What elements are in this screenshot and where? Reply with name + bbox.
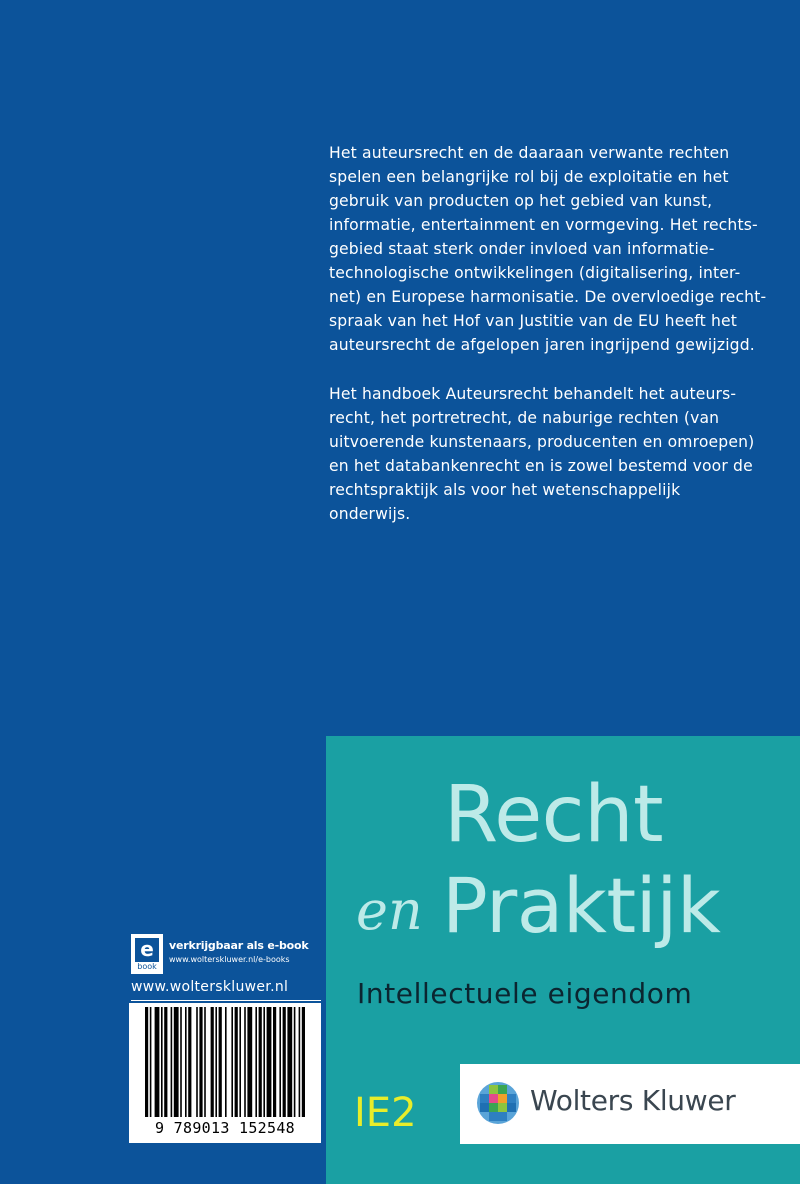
barcode-bar [185,1007,187,1117]
blurb-line: technologische ontwikkelingen (digitalisering, inter- [329,264,741,282]
blurb-line: spraak van het Hof van Justitie van de EU heeft het [329,312,737,330]
series-subject: Intellectuele eigendom [357,977,693,1010]
barcode-bar [150,1007,152,1117]
ebook-icon-sub: book [133,962,161,972]
isbn-barcode [129,1003,321,1143]
publisher-name: Wolters Kluwer [530,1084,736,1117]
barcode-bar [164,1007,167,1117]
blurb-line: gebied staat sterk onder invloed van informatie- [329,240,715,258]
barcode-bar [294,1007,296,1117]
blurb-line: informatie, entertainment en vormgeving. Het rechts- [329,216,758,234]
barcode-bar [244,1007,246,1117]
blurb-line: auteursrecht de afgelopen jaren ingrijpend gewijzigd. [329,336,755,354]
series-title-praktijk: Praktijk [442,861,721,950]
barcode-bar [279,1007,281,1117]
barcode-bar [255,1007,257,1117]
barcode-bar [174,1007,179,1117]
barcode-bar [155,1007,160,1117]
ebook-availability [131,934,331,974]
blurb-paragraph-1 [329,141,779,357]
isbn-number: 9 789013 152548 [155,1119,295,1137]
divider [131,1000,321,1001]
barcode-bar [231,1007,233,1117]
barcode-bar [145,1007,148,1117]
blurb-line: spelen een belangrijke rol bij de exploitatie en het [329,168,729,186]
barcode-bar [171,1007,173,1117]
ebook-icon-letter: e [135,938,159,970]
series-panel [326,736,800,1184]
publisher-website[interactable]: www.wolterskluwer.nl [131,979,289,995]
barcode-bar [259,1007,262,1117]
barcode-bar [302,1007,305,1117]
barcode-bar [283,1007,286,1117]
blurb-line: Het auteursrecht en de daaraan verwante rechten [329,144,730,162]
barcode-bar [180,1007,182,1117]
barcode-bar [239,1007,241,1117]
barcode-bar [287,1007,292,1117]
barcode-bar [273,1007,276,1117]
wolters-kluwer-logo-icon [476,1081,520,1125]
blurb-line: Het handboek Auteursrecht behandelt het auteurs- [329,385,737,403]
barcode-bar [215,1007,217,1117]
blurb-line: recht, het portretrecht, de naburige rechten (van [329,409,720,427]
series-title-en: en [356,879,423,942]
barcode-bar [161,1007,163,1117]
series-title-recht: Recht [444,770,664,860]
ebook-label: verkrijgbaar als e-book [169,939,309,952]
blurb-line: net) en Europese harmonisatie. De overvloedige recht- [329,288,767,306]
barcode-bar [196,1007,198,1117]
blurb-line: en het databankenrecht en is zowel bestemd voor de [329,457,753,475]
barcode-bar [188,1007,191,1117]
barcode-bar [267,1007,272,1117]
barcode-bar [247,1007,252,1117]
blurb-line: rechtspraktijk als voor het wetenschappelijk [329,481,681,499]
barcode-bar [199,1007,202,1117]
blurb-line: gebruik van producten op het gebied van kunst, [329,192,713,210]
series-code: IE2 [354,1090,417,1136]
blurb-line: onderwijs. [329,505,411,523]
barcode-bar [235,1007,238,1117]
ebook-url[interactable]: www.wolterskluwer.nl/e-books [169,955,290,964]
barcode-bar [225,1007,227,1117]
ebook-icon [131,934,163,974]
barcode-bar [204,1007,206,1117]
barcode-bar [299,1007,301,1117]
publisher-box [460,1064,800,1144]
blurb-paragraph-2 [329,382,779,526]
barcode-bar [219,1007,222,1117]
back-cover-blurb [329,141,779,551]
barcode-bar [211,1007,214,1117]
blurb-line: uitvoerende kunstenaars, producenten en omroepen) [329,433,755,451]
barcode-bar [263,1007,265,1117]
